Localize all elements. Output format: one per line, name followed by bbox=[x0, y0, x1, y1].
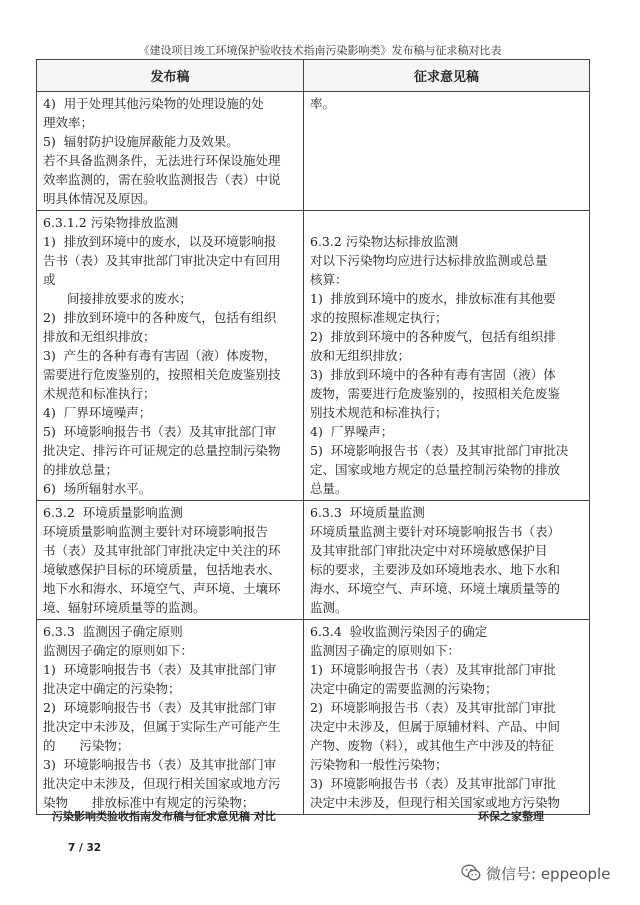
published-cell bbox=[37, 211, 304, 501]
text-line: 效率监测的，需在验收监测报告（表）中说 bbox=[43, 172, 281, 187]
text-line: 3) 产生的各种有毒有害固（液）体废物， bbox=[43, 348, 277, 363]
draft-cell bbox=[304, 620, 590, 815]
text-line: 总量。 bbox=[310, 481, 348, 496]
text-line: 环境质量监测主要针对环境影响报告书（表） bbox=[310, 524, 561, 539]
text-line: 监测因子确定的原则如下： bbox=[310, 643, 461, 658]
text-line: 及其审批部门审批决定中对环境敏感保护目 bbox=[310, 543, 548, 558]
text-line: 排放和无组织排放； bbox=[43, 329, 156, 344]
text-line: 明具体情况及原因。 bbox=[43, 191, 156, 206]
text-line: 的 污染物； bbox=[43, 738, 130, 753]
text-line: 若不具备监测条件，无法进行环保设施处理 bbox=[43, 153, 281, 168]
text-line: 5) 环境影响报告书（表）及其审批部门审 bbox=[43, 424, 277, 439]
text-line: 定、国家或地方规定的总量控制污染物的排放 bbox=[310, 462, 561, 477]
footer-title: 污染影响类验收指南发布稿与征求意见稿 对比 bbox=[52, 810, 276, 823]
text-line: 2) 排放到环境中的各种废气，包括有组织排 bbox=[310, 329, 556, 344]
text-line: 需要进行危废鉴别的，按照相关危废鉴别技 bbox=[43, 367, 281, 382]
table-row bbox=[37, 211, 590, 501]
text-line: 产物、废物（料），或其他生产中涉及的特征 bbox=[310, 738, 554, 753]
text-line: 6.3.2 污染物达标排放监测 bbox=[310, 234, 459, 249]
watermark-text: 微信号: eppeople bbox=[486, 864, 611, 883]
text-line bbox=[310, 213, 583, 232]
wechat-watermark bbox=[461, 862, 610, 884]
published-cell bbox=[37, 501, 304, 620]
text-line: 间接排放要求的废水； bbox=[43, 291, 192, 306]
text-line: 书（表）及其审批部门审批决定中关注的环 bbox=[43, 543, 281, 558]
text-line: 术规范和标准执行； bbox=[43, 386, 156, 401]
draft-cell bbox=[304, 501, 590, 620]
text-line: 6) 场所辐射水平。 bbox=[43, 481, 152, 496]
text-line: 废物，需要进行危废鉴别的，按照相关危废鉴 bbox=[310, 386, 561, 401]
text-line: 污染物和一般性污染物； bbox=[310, 757, 448, 772]
text-line: 批决定中未涉及，但属于实际生产可能产生 bbox=[43, 719, 281, 734]
column-header-published: 发布稿 bbox=[37, 60, 304, 92]
text-line: 环境质量影响监测主要针对环境影响报告 bbox=[43, 524, 269, 539]
text-line: 3) 环境影响报告书（表）及其审批部门审 bbox=[43, 757, 277, 772]
column-header-draft: 征求意见稿 bbox=[304, 60, 590, 92]
text-line: 放和无组织排放； bbox=[310, 348, 411, 363]
text-line: 2) 环境影响报告书（表）及其审批部门审批 bbox=[310, 700, 556, 715]
text-line: 监测。 bbox=[310, 600, 348, 615]
text-line: 6.3.3 监测因子确定原则 bbox=[43, 624, 183, 639]
text-line: 率。 bbox=[310, 96, 336, 111]
published-cell bbox=[37, 620, 304, 815]
comparison-table bbox=[36, 59, 590, 815]
text-line: 核算： bbox=[310, 272, 348, 287]
text-line: 批决定、排污许可证规定的总量控制污染物 bbox=[43, 443, 281, 458]
footer-source: 环保之家整理 bbox=[478, 810, 544, 823]
text-line: 求的按照标准规定执行； bbox=[310, 310, 448, 325]
table-header-row bbox=[37, 60, 590, 92]
text-line: 1) 排放到环境中的废水，以及环境影响报 bbox=[43, 234, 277, 249]
text-line: 决定中确定的需要监测的污染物； bbox=[310, 681, 498, 696]
text-line: 告书（表）及其审批部门审批决定中有回用 bbox=[43, 253, 281, 268]
text-line: 6.3.3 环境质量监测 bbox=[310, 505, 425, 520]
table-row bbox=[37, 92, 590, 211]
text-line: 境敏感保护目标的环境质量，包括地表水、 bbox=[43, 562, 281, 577]
text-line: 1) 环境影响报告书（表）及其审批部门审批 bbox=[310, 662, 556, 677]
text-line: 或 bbox=[43, 272, 56, 287]
text-line: 3) 环境影响报告书（表）及其审批部门审批 bbox=[310, 776, 556, 791]
text-line: 决定中未涉及，但现行相关国家或地方污染物 bbox=[310, 795, 561, 810]
text-line: 5) 辐射防护设施屏蔽能力及效果。 bbox=[43, 134, 239, 149]
text-line: 批决定中确定的污染物； bbox=[43, 681, 181, 696]
text-line: 监测因子确定的原则如下： bbox=[43, 643, 194, 658]
text-line: 4) 用于处理其他污染物的处理设施的处 bbox=[43, 96, 264, 111]
text-line: 4) 厂界环境噪声； bbox=[43, 405, 152, 420]
text-line: 地下水和海水、环境空气、声环境、土壤环 bbox=[43, 581, 281, 596]
text-line: 3) 排放到环境中的各种有毒有害固（液）体 bbox=[310, 367, 556, 382]
text-line: 2) 排放到环境中的各种废气，包括有组织 bbox=[43, 310, 277, 325]
text-line: 2) 环境影响报告书（表）及其审批部门审 bbox=[43, 700, 277, 715]
text-line: 的排放总量； bbox=[43, 462, 119, 477]
wechat-icon bbox=[461, 864, 481, 882]
document-header: 《建设项目竣工环境保护验收技术指南污染影响类》发布稿与征求稿对比表 bbox=[138, 44, 502, 57]
text-line: 6.3.4 验收监测污染因子的确定 bbox=[310, 624, 488, 639]
table-row bbox=[37, 501, 590, 620]
text-line: 5) 环境影响报告书（表）及其审批部门审批决 bbox=[310, 443, 569, 458]
draft-cell bbox=[304, 211, 590, 501]
text-line: 境、辐射环境质量等的监测。 bbox=[43, 600, 206, 615]
page-number: 7 / 32 bbox=[68, 842, 102, 854]
draft-cell bbox=[304, 92, 590, 211]
text-line: 海水、环境空气、声环境、环境土壤质量等的 bbox=[310, 581, 561, 596]
published-cell bbox=[37, 92, 304, 211]
text-line: 别技术规范和标准执行； bbox=[310, 405, 448, 420]
text-line: 标的要求，主要涉及如环境地表水、地下水和 bbox=[310, 562, 561, 577]
text-line: 6.3.2 环境质量影响监测 bbox=[43, 505, 183, 520]
text-line: 6.3.1.2 污染物排放监测 bbox=[43, 215, 179, 230]
table-row bbox=[37, 620, 590, 815]
text-line: 理效率； bbox=[43, 115, 94, 130]
text-line: 1) 排放到环境中的废水，排放标准有其他要 bbox=[310, 291, 556, 306]
text-line: 1) 环境影响报告书（表）及其审批部门审 bbox=[43, 662, 277, 677]
text-line: 决定中未涉及，但属于原辅材料、产品、中间 bbox=[310, 719, 561, 734]
text-line: 4) 厂界噪声； bbox=[310, 424, 394, 439]
text-line: 对以下污染物均应进行达标排放监测或总量 bbox=[310, 253, 548, 268]
text-line: 染物 排放标准中有规定的污染物； bbox=[43, 795, 255, 810]
text-line: 批决定中未涉及，但现行相关国家或地方污 bbox=[43, 776, 281, 791]
